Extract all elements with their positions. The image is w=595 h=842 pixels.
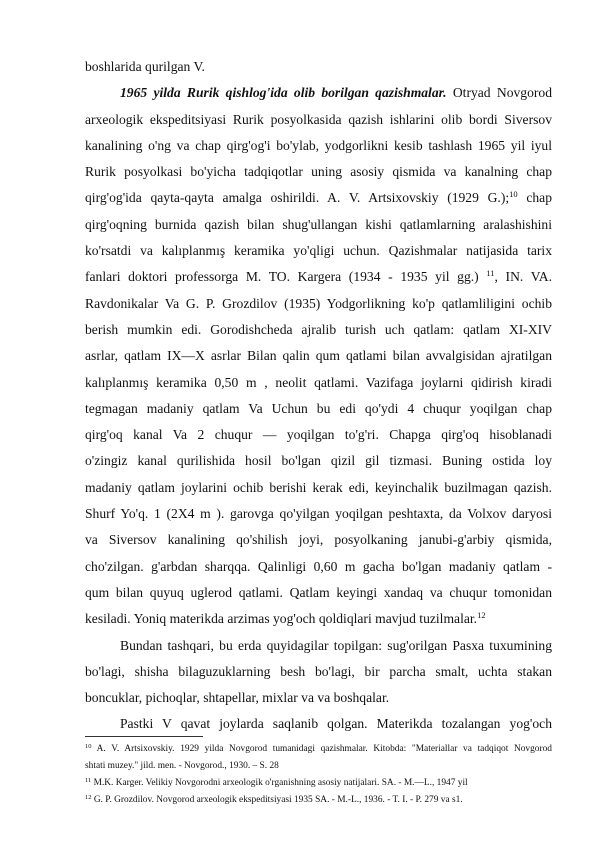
- text-line: tegmagan madaniy qatlam Va Uchun bu edi qo'ydi 4 chuqur yoqilgan chap: [85, 400, 552, 416]
- text-line: ko'rsatdi va kalıplanmış keramika yo'qligi uchun. Qazishmalar natijasida tarix: [85, 243, 552, 259]
- paragraph-start: [85, 80, 552, 106]
- paragraph-start: Bundan tashqari, bu erda quyidagilar topilgan: sug'orilgan Pasxa tuxumining: [120, 637, 552, 653]
- text-line: cho'zilgan. g'arbdan sharqqa. Qalinligi 0,60 m gacha bo'lgan madaniy qatlam -: [85, 558, 552, 574]
- text-line: Ravdonikalar Va G. P. Grozdilov (1935) Yodgorlikning ko'p qatlamliligini ochib: [85, 295, 552, 311]
- footnote-number: 12: [85, 794, 92, 801]
- footnote-divider: [85, 736, 203, 737]
- page-body: [85, 54, 552, 738]
- text-line: kalıplanmış keramika 0,50 m , neolit qatlami. Vazifaga joylarni qidirish kiradi: [85, 374, 552, 390]
- footnote-11: [85, 775, 552, 792]
- text-line: bo'lagi, shisha bilaguzuklarning besh bo'lagi, bir parcha smalt, uchta stakan: [85, 663, 552, 679]
- text-line: berish mumkin edi. Gorodishcheda ajralib turish uch qatlam: qatlam XI-XIV: [85, 321, 552, 337]
- text-line: [85, 264, 552, 290]
- footnote-10: [85, 741, 552, 758]
- text-fragment: qirg'og'ida qayta-qayta amalga oshirildi. A. V. Artsixovskiy (1929 G.);: [85, 190, 510, 206]
- text-line: qirg'oq kanal Va 2 chuqur — yoqilgan to'g'ri. Chapga qirg'oq hisoblanadi: [85, 427, 552, 443]
- section-lead: 1965 yilda Rurik qishlog'ida olib borilgan qazishmalar.: [120, 85, 447, 101]
- footnote-ref: 10: [509, 189, 518, 200]
- text-line: [85, 606, 552, 632]
- footnote-number: 11: [85, 777, 92, 784]
- footnote-ref: 12: [477, 610, 486, 621]
- text-line: va Siversov kanalining qo'shilish joyi, posyolkaning janubi-g'arbiy qismida,: [85, 532, 552, 548]
- text-fragment: Otryad Novgorod: [446, 85, 552, 101]
- text-line: [85, 185, 552, 211]
- text-line: madaniy qatlam joylarini ochib berishi kerak edi, keyinchalik buzilmagan qazish.: [85, 479, 552, 495]
- text-fragment: , IN. VA.: [494, 269, 552, 285]
- text-line: Rurik posyolkasi bo'yicha tadqiqotlar uning asosiy qismida va kanalning chap: [85, 164, 552, 180]
- footnote-text: G. P. Grozdilov. Novgorod arxeologik ekspeditsiyasi 1935 SA. - M.-L., 1936. - T. I. - P. 279 va s1.: [91, 795, 463, 805]
- text-line: kanalining o'ng va chap qirg'og'i bo'ylab, yodgorlikni kesib tashlash 1965 yil iyul: [85, 137, 552, 153]
- footnote-ref: 11: [486, 268, 495, 279]
- text-line: qirg'oqning burnida qazish bilan shug'ullangan kishi qatlamlarning aralashishini: [85, 216, 552, 232]
- footnote-number: 10: [85, 743, 92, 750]
- footnote-text: M.K. Karger. Velikiy Novgorodni arxeologik o'rganishning asosiy natijalari. SA. - M.—L., 1947 yil: [91, 778, 468, 788]
- text-fragment: kesiladi. Yoniq materikda arzimas yog'och qoldiqlari mavjud tuzilmalar.: [85, 611, 478, 627]
- paragraph-start: Pastki V qavat joylarda saqlanib qolgan. Materikda tozalangan yog'och: [120, 716, 552, 732]
- footnote-12: [85, 792, 552, 809]
- footnote-text: A. V. Artsixovskiy. 1929 yilda Novgorod tumanidagi qazishmalar. Kitobda: "Materiallar va tadqiqot Novgorod: [91, 744, 552, 754]
- footnotes: [85, 741, 552, 809]
- text-line: Shurf Yo'q. 1 (2X4 m ). garovga qo'yilgan yoqilgan peshtaxta, da Volxov daryosi: [85, 506, 552, 522]
- text-fragment: fanlari doktori professorga M. TO. Kargera (1934 - 1935 yil gg.): [85, 269, 487, 285]
- footnote-10-continued: shtati muzey." jild. men. - Novgorod., 1930. – S. 28: [85, 761, 279, 771]
- text-fragment: chap: [517, 190, 552, 206]
- text-line: asrlar, qatlam IX—X asrlar Bilan qalin qum qatlami bilan avvalgisidan ajratilgan: [85, 348, 552, 364]
- text-line: o'zingiz kanal qurilishida hosil bo'lgan qizil gil tizmasi. Buning ostida loy: [85, 453, 552, 469]
- text-line: boshlarida qurilgan V.: [85, 59, 205, 74]
- text-line: arxeologik ekspeditsiyasi Rurik posyolkasida qazish ishlarini olib bordi Siversov: [85, 111, 552, 127]
- text-line: qum bilan quyuq uglerod qatlami. Qatlam keyingi xandaq va chuqur tomonidan: [85, 584, 552, 600]
- text-line: boncuklar, pichoqlar, shtapellar, mixlar va va boshqalar.: [85, 690, 390, 706]
